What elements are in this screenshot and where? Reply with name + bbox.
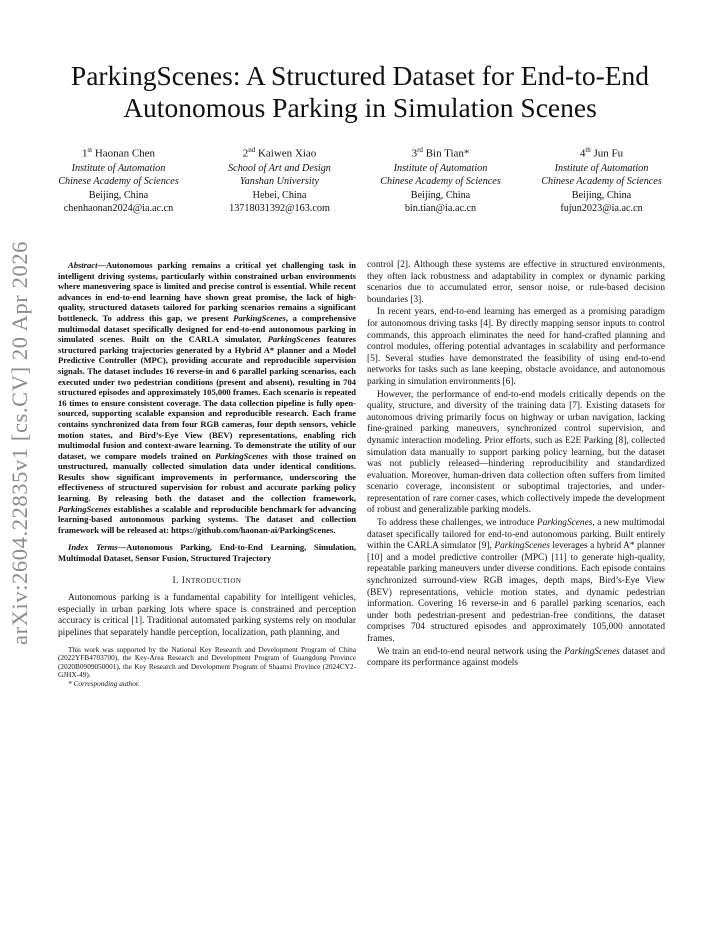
body-emphasis: ParkingScenes: [564, 646, 620, 657]
author-email: 13718031392@163.com: [229, 202, 330, 214]
author-name-text: Jun Fu: [593, 147, 624, 160]
author-name-text: Bin Tian*: [425, 147, 470, 160]
body-paragraph: However, the performance of end-to-end models critically depends on the quality, structure, and diversity of the training data [7]. Existing datasets for autonomous driving primarily focus on highway or urban navigation, lacking fine-grained parking maneuvers, synchronized control supervision, and dynamic interaction modeling. Prior efforts, such as E2E Parking [8], collected simulation data manually to support parking policy learning, but the dataset was not publicly released—hindering reproducibility and standardized evaluation. Moreover, human-driven data collection often suffers from limited scenario coverage, inconsistent or suboptimal trajectories, and under-representation of rare corner cases, which collectively impede the development of robust and generalizable parking models.: [367, 389, 665, 516]
author-ordinal-suffix: th: [585, 146, 591, 154]
index-terms: [58, 542, 356, 563]
author-ordinal-suffix: nd: [248, 146, 256, 154]
abstract-emphasis: ParkingScenes: [233, 312, 286, 323]
index-terms-text: —Autonomous Parking, End-to-End Learning, Simulation, Multimodal Dataset, Sensor Fusion, Structured Trajectory: [58, 542, 356, 564]
body-paragraph: In recent years, end-to-end learning has emerged as a promising paradigm for autonomous driving tasks [4]. By directly mapping sensor inputs to control commands, this approach eliminates the need for hand-crafted planning and control modules, offering potential advantages in scalability and performance [5]. Several studies have demonstrated the feasibility of using end-to-end networks for tasks such as lane keeping, obstacle avoidance, and autonomous parking in simulation environments [6].: [367, 307, 665, 387]
body-paragraph: [367, 647, 665, 670]
left-column: [58, 260, 356, 689]
body-paragraph: [367, 518, 665, 646]
author-location: Beijing, China: [410, 189, 471, 201]
body-text: We train an end-to-end neural network using the: [377, 646, 565, 657]
author-affiliation: Institute of Automation: [393, 162, 488, 174]
author-organization: Chinese Academy of Sciences: [58, 176, 179, 188]
intro-paragraph: Autonomous parking is a fundamental capability for intelligent vehicles, especially in urban parking lots where space is constrained and perception accuracy is critical [1]. Traditional automated parking systems rely on modular pipelines that separately handle perception, localization, path planning, and: [58, 593, 356, 638]
abstract: [58, 260, 356, 535]
author-1: [38, 144, 199, 215]
author-3: [360, 144, 521, 215]
author-ordinal: 1: [81, 147, 88, 160]
corresponding-author-note: * Corresponding author.: [68, 678, 140, 688]
body-emphasis: ParkingScenes: [494, 541, 550, 552]
abstract-lead: Abstract: [68, 260, 98, 270]
author-ordinal: 4: [579, 147, 586, 160]
author-name: [199, 144, 360, 161]
abstract-text: features structured parking trajectories generated by a Hybrid A* planner and a Model Predictive Controller (MPC), providing accurate and reproducible supervision signals. The dataset includes 16 reverse-in and 6 parallel parking scenarios, each executed under two pedestrian conditions (present and absent), resulting in 704 structured episodes and approximately 105,000 frames. Each scenario is repeated 16 times to ensure consistent coverage. The data collection pipeline is fully open-sourced, supporting scalable expansion and reproducible research. Each frame contains synchronized data from four RGB cameras, four depth sensors, vehicle motion states, and Bird’s-Eye View (BEV) representations, enabling rich multimodal fusion and context-aware learning. To demonstrate the utility of our dataset, we compare models trained on: [58, 334, 356, 461]
abstract-text: establishes a scalable and reproducible benchmark for advancing learning-based autonomous parking systems. The dataset and collection framework will be released at: https://github.com/haonan-ai/ParkingScenes.: [58, 503, 356, 535]
index-terms-lead: Index Terms: [68, 542, 118, 553]
body-text: , a new multimodal dataset specifically tailored for end-to-end autonomous parking. Built entirely within the CARLA simulator [9],: [367, 518, 665, 552]
section-heading-introduction: I. Introduction: [172, 575, 242, 586]
author-4: [521, 144, 682, 215]
body-emphasis: ParkingScenes: [536, 518, 593, 529]
abstract-emphasis: ParkingScenes: [215, 450, 268, 461]
author-name-text: Haonan Chen: [94, 147, 156, 160]
body-paragraph: control [2]. Although these systems are effective in structured environments, they often lack robustness and adaptability in complex or dynamic parking scenarios due to accumulated error, sensor noise, or rule-based decision boundaries [3].: [367, 260, 665, 305]
funding-footnote: [58, 646, 356, 689]
author-affiliation: Institute of Automation: [554, 162, 649, 174]
author-name: [360, 144, 521, 161]
author-email: chenhaonan2024@ia.ac.cn: [63, 202, 174, 214]
author-organization: Yanshan University: [239, 176, 320, 188]
author-organization: Chinese Academy of Sciences: [380, 176, 501, 188]
abstract-emphasis: ParkingScenes: [267, 334, 321, 345]
author-ordinal-suffix: rd: [417, 146, 423, 154]
author-name-text: Kaiwen Xiao: [257, 147, 317, 160]
author-organization: Chinese Academy of Sciences: [541, 176, 662, 188]
author-name: [521, 144, 682, 161]
paper-title: ParkingScenes: A Structured Dataset for End-to-End Autonomous Parking in Simulation Scenes: [70, 60, 650, 123]
body-text: dataset and compare its performance against models: [367, 646, 665, 669]
author-ordinal-suffix: st: [87, 146, 93, 154]
body-text: To address these challenges, we introduce: [377, 518, 537, 529]
author-email: fujun2023@ia.ac.cn: [560, 202, 643, 214]
arxiv-stamp-text: arXiv:2604.22835v1 [cs.CV] 20 Apr 2026: [7, 240, 32, 645]
author-email: bin.tian@ia.ac.cn: [404, 202, 477, 214]
author-affiliation: Institute of Automation: [71, 162, 166, 174]
author-ordinal: 3: [411, 147, 418, 160]
author-block: [38, 144, 682, 215]
author-affiliation: School of Art and Design: [228, 162, 331, 174]
abstract-text: , a comprehensive multimodal dataset specifically designed for end-to-end autonomous parking in simulated scenes. Built on the CARLA simulator,: [58, 312, 356, 345]
author-2: [199, 144, 360, 215]
body-text: leverages a hybrid A* planner [10] and a model predictive controller (MPC) [11] to generate high-quality, repeatable parking maneuvers under diverse conditions. Each episode contains synchronized surround-view RGB images, depth maps, Bird’s-Eye View (BEV) representations, vehicle motion states, and dynamic pedestrian information. Covering 16 reverse-in and 6 parallel parking scenarios, each under both pedestrian-present and pedestrian-free conditions, the dataset comprises 704 structured episodes and approximately 105,000 annotated frames.: [367, 541, 666, 644]
author-ordinal: 2: [242, 147, 249, 160]
author-location: Beijing, China: [571, 189, 632, 201]
abstract-text: —Autonomous parking remains a critical yet challenging task in intelligent driving systems, particularly within constrained urban environments where maneuvering space is limited and precise control is essential. While recent advances in end-to-end learning have shown great promise, the lack of high-quality, structured datasets tailored for parking scenarios remains a significant bottleneck. To address this gap, we present: [58, 260, 356, 323]
author-location: Hebei, China: [252, 189, 307, 201]
funding-footnote-text: This work was supported by the National Key Research and Development Program of China (2022YFB4703700), the Key-Area Research and Development Program of Guangdong Province (2020B0909050001), the Key Research and Development Program of Shaanxi Province (2024CY2-GJHX-49).: [58, 644, 356, 680]
abstract-text: with those trained on unstructured, manually collected simulation data under identical conditions. Results show significant improvements in performance, underscoring the effectiveness of structured supervision for robust and accurate parking policy learning. By releasing both the dataset and the collection framework,: [58, 450, 356, 504]
abstract-emphasis: ParkingScenes: [58, 503, 111, 514]
right-column: [367, 260, 665, 670]
author-location: Beijing, China: [88, 189, 149, 201]
author-name: [38, 144, 199, 161]
